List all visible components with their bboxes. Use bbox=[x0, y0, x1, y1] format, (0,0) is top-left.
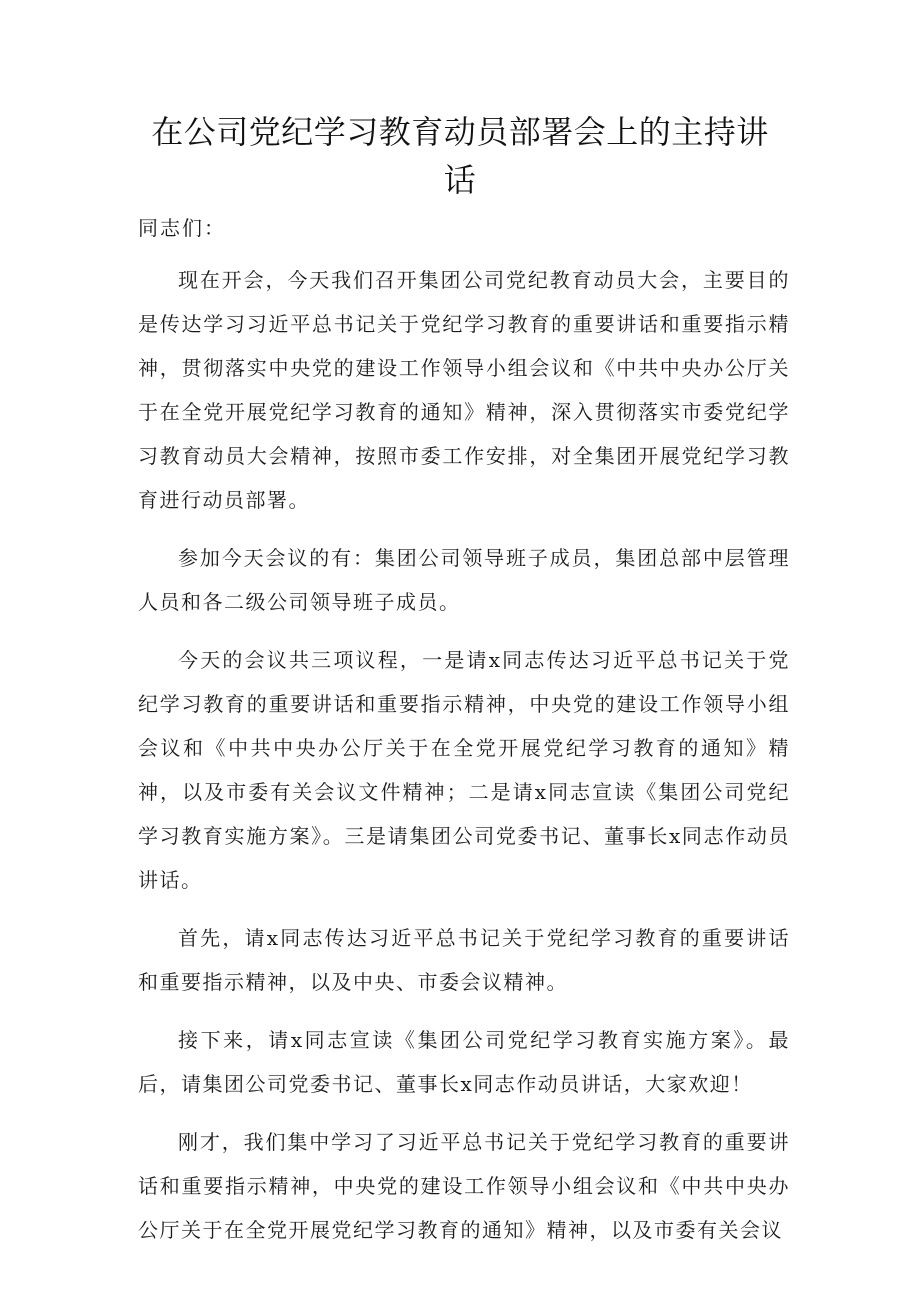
paragraph-first-item: 首先，请x同志传达习近平总书记关于党纪学习教育的重要讲话和重要指示精神，以及中央、市委会议精神。 bbox=[138, 926, 790, 994]
paragraph-agenda: 今天的会议共三项议程，一是请x同志传达习近平总书记关于党纪学习教育的重要讲话和重要指示精神，中央党的建设工作领导小组会议和《中共中央办公厅关于在全党开展党纪学习教育的通知》精神，以及市委有关会议文件精神；二是请x同志宣读《集团公司党纪学习教育实施方案》。三是请集团公司党委书记、董事长x同志作动员讲话。 bbox=[138, 648, 790, 892]
paragraph-summary: 刚才，我们集中学习了习近平总书记关于党纪学习教育的重要讲话和重要指示精神，中央党的建设工作领导小组会议和《中共中央办公厅关于在全党开展党纪学习教育的通知》精神，以及市委有关会议 bbox=[138, 1130, 790, 1242]
paragraph-next-item: 接下来，请x同志宣读《集团公司党纪学习教育实施方案》。最后，请集团公司党委书记、董事长x同志作动员讲话，大家欢迎！ bbox=[138, 1028, 790, 1096]
document-body bbox=[138, 258, 790, 1266]
paragraph-attendees: 参加今天会议的有：集团公司领导班子成员，集团总部中层管理人员和各二级公司领导班子成员。 bbox=[138, 546, 790, 614]
document-title: 在公司党纪学习教育动员部署会上的主持讲话 bbox=[151, 113, 769, 199]
salutation: 同志们： bbox=[138, 216, 226, 240]
paragraph-opening: 现在开会，今天我们召开集团公司党纪教育动员大会，主要目的是传达学习习近平总书记关于党纪学习教育的重要讲话和重要指示精神，贯彻落实中央党的建设工作领导小组会议和《中共中央办公厅关于在全党开展党纪学习教育的通知》精神，深入贯彻落实市委党纪学习教育动员大会精神，按照市委工作安排，对全集团开展党纪学习教育进行动员部署。 bbox=[138, 268, 790, 512]
